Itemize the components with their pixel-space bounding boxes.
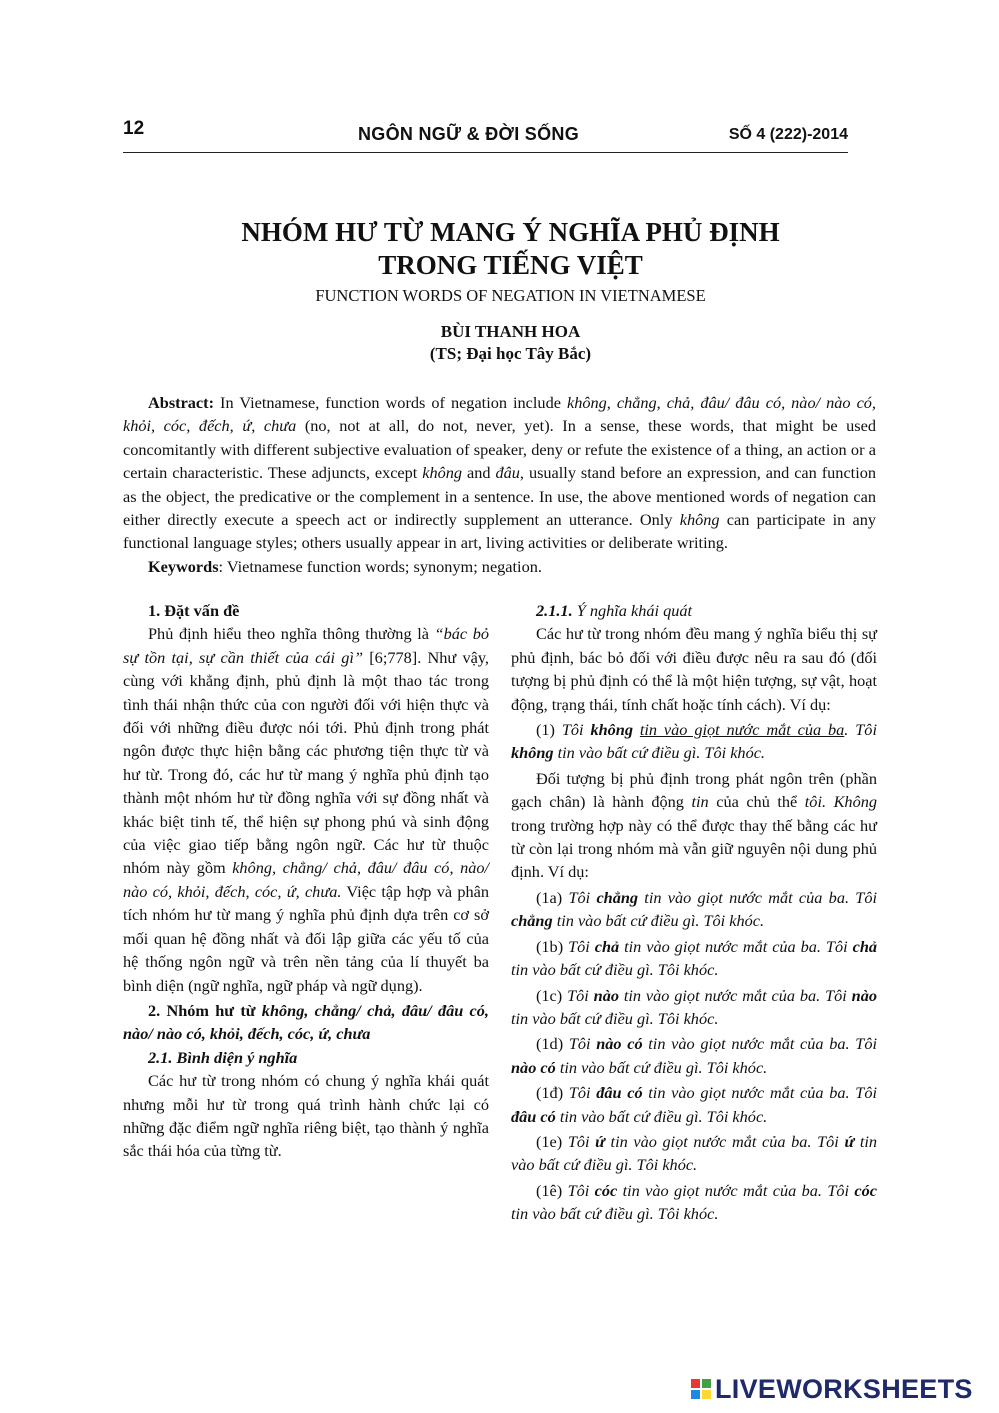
example-text: Tôi [567, 985, 594, 1005]
logo-text: LIVEWORKSHEETS [715, 1373, 973, 1404]
example-text: tin vào giọt nước mắt của ba. Tôi [617, 1180, 855, 1200]
section-1-heading: 1. Đặt vấn đề [148, 601, 240, 620]
example-text: Tôi [568, 936, 595, 956]
negation-word: ứ [595, 1131, 605, 1151]
left-column [123, 599, 489, 1163]
text-span: của chủ thể [708, 792, 805, 812]
logo-square [691, 1379, 700, 1388]
issue-number: SỐ 4 (222)-2014 [728, 126, 848, 143]
example-number: (1đ) [536, 1083, 569, 1103]
example-1 [511, 718, 877, 765]
example-text: Tôi [567, 1131, 596, 1151]
author-name: BÙI THANH HOA [440, 322, 581, 341]
underlined-object: tin vào giọt nước mắt của ba [639, 720, 845, 740]
negation-word: đâu có [511, 1106, 556, 1126]
negation-word: cóc [594, 1180, 618, 1200]
heading-span: 2. Nhóm hư từ [148, 1000, 262, 1020]
example-text: tin vào bất cứ điều gì. Tôi khóc. [555, 1057, 768, 1077]
negation-word: không [590, 720, 633, 740]
word-list: không, chẳng/ chả, đâu/ đâu có, nào/ nào có, khỏi, đếch, cóc, ứ, chưa. [123, 858, 490, 901]
example-item [511, 1179, 877, 1226]
example-text: Tôi [855, 720, 877, 740]
paragraph [123, 622, 489, 997]
abstract-italic: đâu [495, 463, 520, 483]
example-text: tin vào giọt nước mắt của ba. Tôi [642, 1034, 877, 1054]
logo-mark-icon [691, 1379, 711, 1399]
example-text: tin vào bất cứ điều gì. Tôi khóc. [511, 1204, 719, 1224]
example-number: (1e) [536, 1131, 568, 1151]
example-item [511, 935, 877, 982]
title-line-1: NHÓM HƯ TỪ MANG Ý NGHĨA PHỦ ĐỊNH [241, 217, 780, 247]
text-span: [6;778]. Như vậy, cùng với khẳng định, phủ định là một thao tác trong tình thái nhận thức của con người đối với hiện thực và đối với những điều được nói tới. Phủ định trong phát ngôn được thực hiện bằng các phương tiện thực từ và hư từ. Trong đó, các hư từ mang ý nghĩa phủ định tạo thành một nhóm hư từ đồng nghĩa với sự đồng nhất và khác biệt tinh tế, thể hiện sự phong phú và sinh động của việc giao tiếp bằng ngôn ngữ. Các hư từ thuộc nhóm này gồm [123, 647, 489, 878]
title-line-2: TRONG TIẾNG VIỆT [378, 250, 643, 280]
section-2-1-heading: 2.1. Bình diện ý nghĩa [148, 1047, 298, 1067]
running-header [123, 118, 848, 153]
example-item [511, 1032, 877, 1079]
negation-word: nào [593, 985, 619, 1005]
abstract-italic: không, chẳng, chả, đâu/ đâu có, nào/ nào có, khỏi, cóc, đếch, ứ, chưa [123, 393, 877, 436]
example-text: tin vào giọt nước mắt của ba. Tôi [619, 985, 852, 1005]
negation-word: nào có [596, 1034, 643, 1054]
text-span: Việc tập hợp và phân tích nhóm hư từ mang ý nghĩa phủ định dựa trên cơ sở mối quan hệ đồng nhất và đối lập giữa các yếu tố của hệ thống ngôn ngữ và trên nền tảng của lí thuyết ba bình diện (ngữ nghĩa, ngữ pháp và ngữ dụng). [123, 881, 489, 995]
abstract-span: (no, not at all, do not, never, yet). In a sense, these words, that might be used concomitantly with different subjective evaluation of speaker, deny or refute the existence of a thing, an action or a certain characteristic. These adjuncts, except [123, 416, 876, 483]
abstract-text [123, 391, 876, 555]
negation-word: đâu có [596, 1083, 643, 1103]
example-text: tin vào bất cứ điều gì. Tôi khóc. [511, 1131, 878, 1175]
negation-word: chẳng [596, 887, 639, 907]
negation-word: không [511, 743, 554, 763]
english-title: FUNCTION WORDS OF NEGATION IN VIETNAMESE [315, 286, 706, 305]
example-text: tin vào bất cứ điều gì. Tôi khóc. [555, 1106, 768, 1126]
example-text: tin vào giọt nước mắt của ba. Tôi [604, 1131, 845, 1151]
journal-name: NGÔN NGỮ & ĐỜI SỐNG [358, 124, 579, 144]
example-text: Tôi [568, 1034, 597, 1054]
example-text: tin vào bất cứ điều gì. Tôi khóc. [553, 743, 766, 763]
paragraph: Các hư từ trong nhóm đều mang ý nghĩa biểu thị sự phủ định, bác bỏ đối với điều được nêu ra sau đó (đối tượng bị phủ định có thể là một hiện tượng, sự vật, hoạt động, trạng thái, tính chất hoặc tính cách). Ví dụ: [511, 624, 877, 714]
abstract-span: can participate in any functional language styles; others usually appear in art, living activities or deliberate writing. [123, 510, 876, 553]
example-number: (1) [536, 720, 562, 740]
logo-square [702, 1390, 711, 1399]
abstract-span: In Vietnamese, function words of negation include [214, 393, 567, 412]
example-item [511, 984, 877, 1031]
example-text: tin vào giọt nước mắt của ba. Tôi [642, 1083, 877, 1103]
paragraph: Các hư từ trong nhóm có chung ý nghĩa khái quát nhưng mỗi hư từ trong quá trình hành chức lại có những đặc điểm ngữ nghĩa riêng biệt, tạo thành ý nghĩa sắc thái hóa của từng từ. [123, 1071, 489, 1161]
author-affiliation: (TS; Đại học Tây Bắc) [429, 344, 592, 363]
abstract-italic: không [679, 510, 720, 530]
example-text: Tôi [568, 1083, 597, 1103]
example-text: tin vào giọt nước mắt của ba. Tôi [638, 887, 877, 907]
example-text: Tôi [567, 1180, 595, 1200]
abstract-label: Abstract: [148, 393, 215, 412]
quote: “bác bỏ sự tồn tại, sự cần thiết của cái gì” [123, 624, 489, 667]
example-text: Tôi [568, 887, 597, 907]
paragraph [511, 767, 877, 884]
page-number: 12 [123, 118, 145, 139]
negation-word: nào [851, 985, 878, 1005]
section-2-1-1-heading [511, 599, 877, 622]
abstract-span: and [462, 463, 496, 483]
negation-word: chả [852, 936, 878, 956]
keywords-text: : Vietnamese function words; synonym; negation. [218, 556, 542, 576]
text-span: trong trường hợp này có thể được thay thế bằng các hư từ còn lại trong nhóm mà vẫn giữ nguyên nội dung phủ định. Ví dụ: [511, 815, 877, 882]
negation-word: chẳng [511, 911, 553, 931]
text-span: Phủ định hiểu theo nghĩa thông thường là [148, 624, 435, 644]
negation-word: cóc [854, 1180, 878, 1200]
negation-word: chả [594, 936, 620, 956]
example-list [511, 886, 877, 1226]
example-item [511, 1130, 877, 1177]
example-number: (1ê) [536, 1180, 568, 1200]
liveworksheets-logo [691, 1374, 973, 1404]
logo-square [702, 1379, 711, 1388]
section-2-heading [123, 999, 489, 1046]
abstract [123, 391, 876, 578]
example-item [511, 886, 877, 933]
example-text: tin vào bất cứ điều gì. Tôi khóc. [511, 960, 719, 980]
heading-text: Ý nghĩa khái quát [576, 601, 693, 620]
example-number: (1b) [536, 936, 569, 956]
example-number: (1d) [536, 1034, 569, 1054]
keywords-label: Keywords [148, 556, 219, 576]
text-italic: tin [691, 792, 709, 812]
example-text: Tôi [561, 720, 591, 740]
author-block [123, 321, 898, 365]
abstract-italic: không [422, 463, 463, 483]
negation-word: ứ [844, 1131, 855, 1151]
keywords [123, 555, 876, 578]
right-column [511, 599, 877, 1226]
example-text: tin vào bất cứ điều gì. Tôi khóc. [552, 911, 765, 931]
example-text: tin vào bất cứ điều gì. Tôi khóc. [511, 1008, 719, 1028]
example-number: (1a) [536, 887, 569, 907]
heading-italic: không, chẳng/ chả, đâu/ đâu có, nào/ nào có, khỏi, đếch, cóc, ứ, chưa [123, 1000, 489, 1044]
negation-word: nào có [511, 1057, 556, 1077]
text-span: Đối tượng bị phủ định trong phát ngôn trên (phần gạch chân) là hành động [511, 768, 877, 812]
example-text: tin vào giọt nước mắt của ba. Tôi [619, 936, 853, 956]
example-item [511, 1081, 877, 1128]
logo-square [691, 1390, 700, 1399]
article-title [123, 216, 898, 282]
example-number: (1c) [536, 985, 568, 1005]
text-italic: tôi. Không [804, 792, 877, 812]
abstract-span: , usually stand before an expression, and can function as the object, the predicative or the complement in a sentence. In use, the above mentioned words of negation can either directly execute a speech act or indirectly supplement an utterance. Only [123, 463, 877, 530]
heading-number: 2.1.1. [536, 601, 577, 620]
example-text: . [844, 720, 849, 740]
